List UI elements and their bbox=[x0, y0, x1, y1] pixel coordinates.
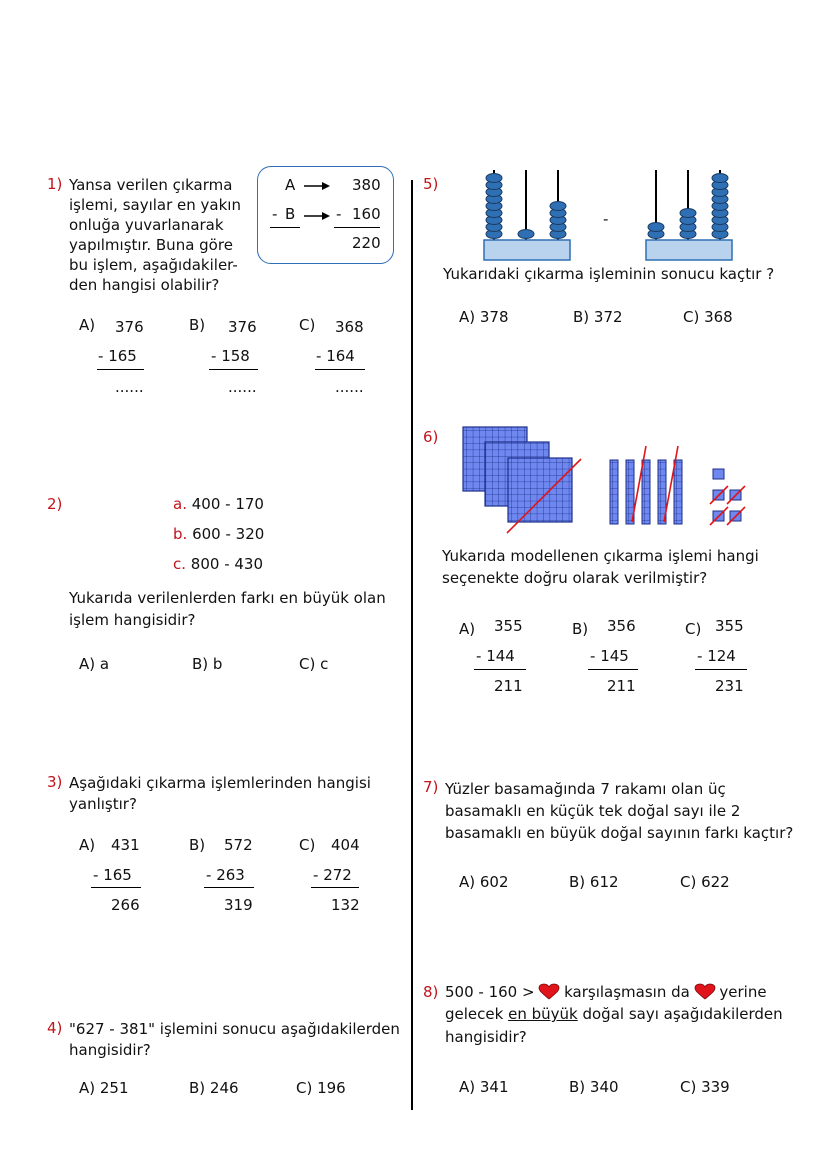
question-line-2 bbox=[445, 1005, 783, 1023]
question-text bbox=[445, 778, 793, 844]
text-segment: doğal sayı aşağıdakilerden bbox=[582, 1005, 783, 1023]
text-line: Aşağıdaki çıkarma işlemlerinden hangisi bbox=[69, 774, 371, 792]
question-number: 7) bbox=[423, 778, 439, 796]
operation-result: ...... bbox=[228, 378, 257, 396]
minus-sign: - bbox=[336, 205, 342, 223]
operand-bottom: - 165 bbox=[98, 347, 137, 365]
question-text bbox=[69, 1019, 400, 1061]
text-line: basamaklı en küçük tek doğal sayı ile 2 bbox=[445, 802, 741, 820]
abacus-left bbox=[482, 166, 602, 262]
question-text bbox=[69, 773, 371, 815]
option-b[interactable]: B) 372 bbox=[573, 308, 623, 326]
question-text: Yukarıdaki çıkarma işleminin sonucu kaçtır ? bbox=[443, 265, 775, 283]
operation-result: 211 bbox=[494, 677, 523, 695]
option-b[interactable]: B) 246 bbox=[189, 1079, 239, 1097]
option-a[interactable]: A) 378 bbox=[459, 308, 509, 326]
question-line-1 bbox=[445, 983, 767, 1001]
option-a[interactable]: A) 341 bbox=[459, 1078, 509, 1096]
option-c[interactable]: C) c bbox=[299, 655, 329, 673]
text-segment: gelecek bbox=[445, 1005, 504, 1023]
arrow-right-icon bbox=[304, 211, 330, 221]
rounding-box bbox=[257, 166, 394, 264]
operand-bottom: - 158 bbox=[211, 347, 250, 365]
text-line: onluğa yuvarlanarak bbox=[69, 216, 224, 234]
minus-sign: - bbox=[603, 210, 609, 228]
operand-top: 572 bbox=[224, 836, 253, 854]
option-label: C) bbox=[685, 620, 702, 638]
option-label: C) bbox=[299, 316, 316, 334]
text-segment: yerine bbox=[719, 983, 767, 1001]
underlined-phrase: en büyük bbox=[508, 1005, 578, 1023]
operation-result: 266 bbox=[111, 896, 140, 914]
text-line: basamaklı en büyük doğal sayının farkı kaçtır? bbox=[445, 824, 794, 842]
option-c[interactable]: C) 368 bbox=[683, 308, 733, 326]
underline bbox=[588, 669, 638, 670]
value-2: 160 bbox=[352, 205, 381, 223]
expression-a: a. 400 - 170 bbox=[173, 495, 264, 513]
underline bbox=[315, 369, 365, 370]
operation-result: 319 bbox=[224, 896, 253, 914]
option-b[interactable]: B) 612 bbox=[569, 873, 619, 891]
operation-result: ...... bbox=[115, 378, 144, 396]
underline bbox=[334, 227, 380, 228]
label-b: B bbox=[285, 205, 296, 223]
text-line: Yukarıda modellenen çıkarma işlemi hangi bbox=[442, 547, 759, 565]
question-line-3: hangisidir? bbox=[445, 1028, 527, 1046]
operation-result: 132 bbox=[331, 896, 360, 914]
underline bbox=[204, 887, 254, 888]
question-text bbox=[442, 545, 759, 589]
underline bbox=[474, 669, 526, 670]
underline bbox=[91, 887, 141, 888]
option-label: A) bbox=[79, 316, 96, 334]
heart-icon bbox=[539, 984, 559, 1000]
operand-bottom: - 145 bbox=[590, 647, 629, 665]
heart-icon bbox=[695, 984, 715, 1000]
question-number: 2) bbox=[47, 495, 63, 513]
text-segment: 500 - 160 > bbox=[445, 983, 535, 1001]
arrow-right-icon bbox=[304, 181, 330, 191]
option-label: B) bbox=[189, 836, 206, 854]
operand-top: 376 bbox=[115, 318, 144, 336]
option-label: B) bbox=[572, 620, 589, 638]
option-b[interactable]: B) 340 bbox=[569, 1078, 619, 1096]
text-line: Yukarıda verilenlerden farkı en büyük olan bbox=[69, 589, 386, 607]
text-line: yapılmıştır. Buna göre bbox=[69, 236, 233, 254]
operand-bottom: - 164 bbox=[316, 347, 355, 365]
text-line: yanlıştır? bbox=[69, 795, 137, 813]
text-line: Yansa verilen çıkarma bbox=[69, 176, 233, 194]
operand-top: 356 bbox=[607, 617, 636, 635]
operand-top: 355 bbox=[494, 617, 523, 635]
text-line: hangisidir? bbox=[69, 1041, 151, 1059]
question-number: 1) bbox=[47, 175, 63, 193]
operand-bottom: - 124 bbox=[697, 647, 736, 665]
column-divider bbox=[411, 180, 413, 1110]
question-text bbox=[69, 175, 241, 295]
option-label: C) bbox=[299, 836, 316, 854]
question-number: 8) bbox=[423, 983, 439, 1001]
question-number: 6) bbox=[423, 428, 439, 446]
text-line: seçenekte doğru olarak verilmiştir? bbox=[442, 569, 708, 587]
underline bbox=[270, 227, 300, 228]
abacus-right bbox=[644, 166, 764, 262]
text-line: den hangisi olabilir? bbox=[69, 276, 220, 294]
text-segment: karşılaşmasın da bbox=[564, 983, 690, 1001]
question-number: 3) bbox=[47, 773, 63, 791]
question-number: 4) bbox=[47, 1019, 63, 1037]
underline bbox=[311, 887, 359, 888]
text-line: bu işlem, aşağıdakiler- bbox=[69, 256, 238, 274]
text-line: işlem hangisidir? bbox=[69, 611, 196, 629]
option-a[interactable]: A) 602 bbox=[459, 873, 509, 891]
operand-top: 404 bbox=[331, 836, 360, 854]
text-line: "627 - 381" işlemini sonucu aşağıdakilerden bbox=[69, 1020, 400, 1038]
minus-sign: - bbox=[272, 205, 278, 223]
operand-bottom: - 144 bbox=[476, 647, 515, 665]
option-c[interactable]: C) 196 bbox=[296, 1079, 346, 1097]
option-a[interactable]: A) a bbox=[79, 655, 110, 673]
question-number: 5) bbox=[423, 175, 439, 193]
option-label: A) bbox=[459, 620, 476, 638]
result: 220 bbox=[352, 234, 381, 252]
operation-result: 231 bbox=[715, 677, 744, 695]
operation-result: ...... bbox=[335, 378, 364, 396]
label-a: A bbox=[285, 176, 296, 194]
operand-top: 431 bbox=[111, 836, 140, 854]
option-c[interactable]: C) 622 bbox=[680, 873, 730, 891]
option-b[interactable]: B) b bbox=[192, 655, 223, 673]
underline bbox=[209, 369, 258, 370]
operand-top: 355 bbox=[715, 617, 744, 635]
underline bbox=[97, 369, 144, 370]
operand-top: 376 bbox=[228, 318, 257, 336]
underline bbox=[695, 669, 747, 670]
base-ten-blocks bbox=[460, 424, 760, 534]
operand-bottom: - 272 bbox=[313, 866, 352, 884]
operand-bottom: - 165 bbox=[93, 866, 132, 884]
option-c[interactable]: C) 339 bbox=[680, 1078, 730, 1096]
operand-bottom: - 263 bbox=[206, 866, 245, 884]
question-text bbox=[69, 587, 386, 631]
text-line: Yüzler basamağında 7 rakamı olan üç bbox=[445, 780, 726, 798]
operand-top: 368 bbox=[335, 318, 364, 336]
expression-b: b. 600 - 320 bbox=[173, 525, 265, 543]
text-line: işlemi, sayılar en yakın bbox=[69, 196, 241, 214]
expression-c: c. 800 - 430 bbox=[173, 555, 264, 573]
option-label: A) bbox=[79, 836, 96, 854]
option-a[interactable]: A) 251 bbox=[79, 1079, 129, 1097]
option-label: B) bbox=[189, 316, 206, 334]
value-1: 380 bbox=[352, 176, 381, 194]
operation-result: 211 bbox=[607, 677, 636, 695]
